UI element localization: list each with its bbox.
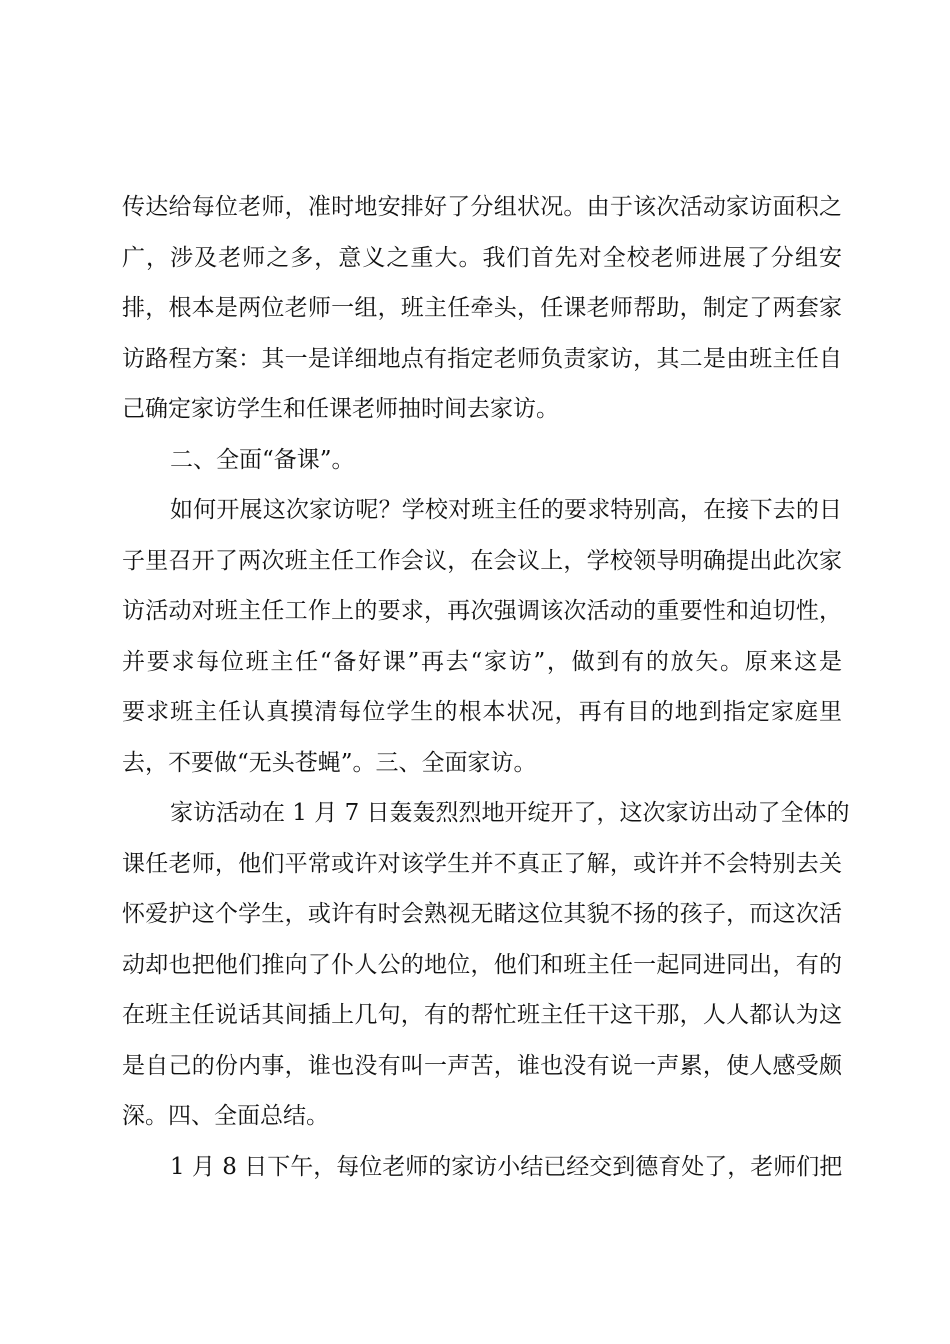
text-line: 1 月 8 日下午，每位老师的家访小结已经交到德育处了，老师们把 <box>170 1153 843 1180</box>
text-line: 是自己的份内事，谁也没有叫一声苦，谁也没有说一声累，使人感受颇 <box>122 1052 842 1079</box>
text-line: 在班主任说话其间插上几句，有的帮忙班主任干这干那，人人都认为这 <box>122 1002 842 1028</box>
section-heading: 二、全面“备课”。 <box>170 446 355 473</box>
text-line: 去，不要做“无头苍蝇”。三、全面家访。 <box>122 749 537 776</box>
text-line: 要求班主任认真摸清每位学生的根本状况，再有目的地到指定家庭里 <box>122 699 842 725</box>
text-line: 访活动对班主任工作上的要求，再次强调该次活动的重要性和迫切性， <box>122 598 842 624</box>
text-line: 并要求每位班主任“备好课”再去“家访”，做到有的放矢。原来这是 <box>122 648 842 675</box>
text-line: 己确定家访学生和任课老师抽时间去家访。 <box>122 396 559 422</box>
text-line: 排，根本是两位老师一组，班主任牵头，任课老师帮助，制定了两套家 <box>122 295 842 321</box>
text-line: 深。四、全面总结。 <box>122 1103 329 1129</box>
text-line: 课任老师，他们平常或许对该学生并不真正了解，或许并不会特别去关 <box>122 850 842 877</box>
text-line: 子里召开了两次班主任工作会议，在会议上，学校领导明确提出此次家 <box>122 547 842 574</box>
text-line: 如何开展这次家访呢？学校对班主任的要求特别高，在接下去的日 <box>170 497 842 523</box>
text-line: 动却也把他们推向了仆人公的地位，他们和班主任一起同进同出，有的 <box>122 951 842 978</box>
text-line: 访路程方案：其一是详细地点有指定老师负责家访，其二是由班主任自 <box>122 345 842 372</box>
document-body <box>122 182 850 1192</box>
text-line: 怀爱护这个学生，或许有时会熟视无睹这位其貌不扬的孩子，而这次活 <box>122 901 842 927</box>
text-line: 广，涉及老师之多，意义之重大。我们首先对全校老师进展了分组安 <box>122 244 842 271</box>
text-line: 家访活动在 1 月 7 日轰轰烈烈地开绽开了，这次家访出动了全体的 <box>170 800 850 826</box>
text-line: 传达给每位老师，准时地安排好了分组状况。由于该次活动家访面积之 <box>122 194 842 220</box>
